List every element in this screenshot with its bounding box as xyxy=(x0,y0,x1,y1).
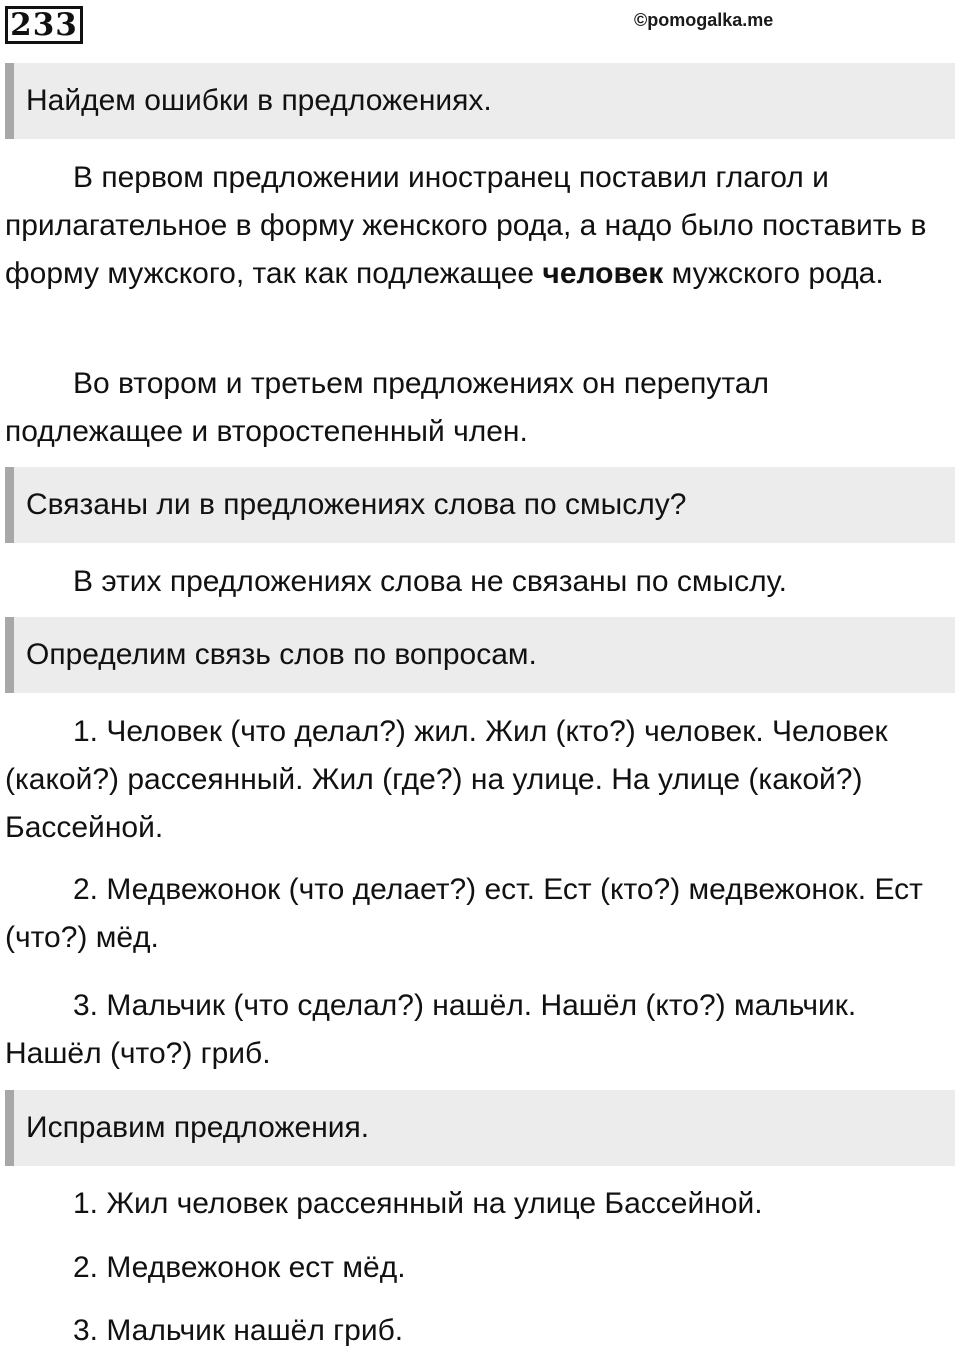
section-heading-text: Определим связь слов по вопросам. xyxy=(26,638,537,671)
paragraph-second-third-error xyxy=(5,360,955,456)
paragraph-corrected-3 xyxy=(5,1307,955,1355)
section-heading-text: Исправим предложения. xyxy=(26,1111,370,1144)
section-heading-find-errors xyxy=(5,63,955,139)
section-heading-text: Найдем ошибки в предложениях. xyxy=(26,84,492,117)
paragraph-meaning-answer xyxy=(5,558,955,606)
paragraph-text: В этих предложениях слова не связаны по смыслу. xyxy=(73,565,787,598)
paragraph-text: 3. Мальчик (что сделал?) нашёл. Нашёл (кто?) мальчик. Нашёл (что?) гриб. xyxy=(5,989,857,1070)
paragraph-text: 1. Человек (что делал?) жил. Жил (кто?) человек. Человек (какой?) рассеянный. Жил (где?) на улице. На улице (какой?) Бассейной. xyxy=(5,715,888,844)
task-number-box: 233 xyxy=(5,6,83,44)
paragraph-text: 2. Медвежонок (что делает?) ест. Ест (кто?) медвежонок. Ест (что?) мёд. xyxy=(5,873,923,954)
section-heading-meaning xyxy=(5,467,955,543)
paragraph-link-sentence-1 xyxy=(5,708,955,852)
copyright-label: ©pomogalka.me xyxy=(634,10,774,30)
paragraph-corrected-2 xyxy=(5,1244,955,1292)
section-heading-corrections xyxy=(5,1090,955,1166)
paragraph-text: Во втором и третьем предложениях он перепутал подлежащее и второстепенный член. xyxy=(5,367,769,448)
paragraph-first-sentence-error xyxy=(5,154,955,298)
paragraph-corrected-1 xyxy=(5,1180,955,1228)
paragraph-link-sentence-3 xyxy=(5,982,955,1078)
paragraph-text: В первом предложении иностранец поставил глагол и прилагательное в форму женского рода, а надо было поставить в форму мужского, так как подлежащее xyxy=(5,161,927,290)
paragraph-link-sentence-2 xyxy=(5,866,955,962)
section-heading-text: Связаны ли в предложениях слова по смыслу? xyxy=(26,488,687,521)
paragraph-text: 1. Жил человек рассеянный на улице Бассейной. xyxy=(73,1187,763,1220)
section-heading-word-links xyxy=(5,617,955,693)
paragraph-bold-word: человек xyxy=(542,257,664,290)
paragraph-text: 3. Мальчик нашёл гриб. xyxy=(73,1314,404,1347)
paragraph-text: 2. Медвежонок ест мёд. xyxy=(73,1251,406,1284)
paragraph-text: мужского рода. xyxy=(663,257,884,290)
